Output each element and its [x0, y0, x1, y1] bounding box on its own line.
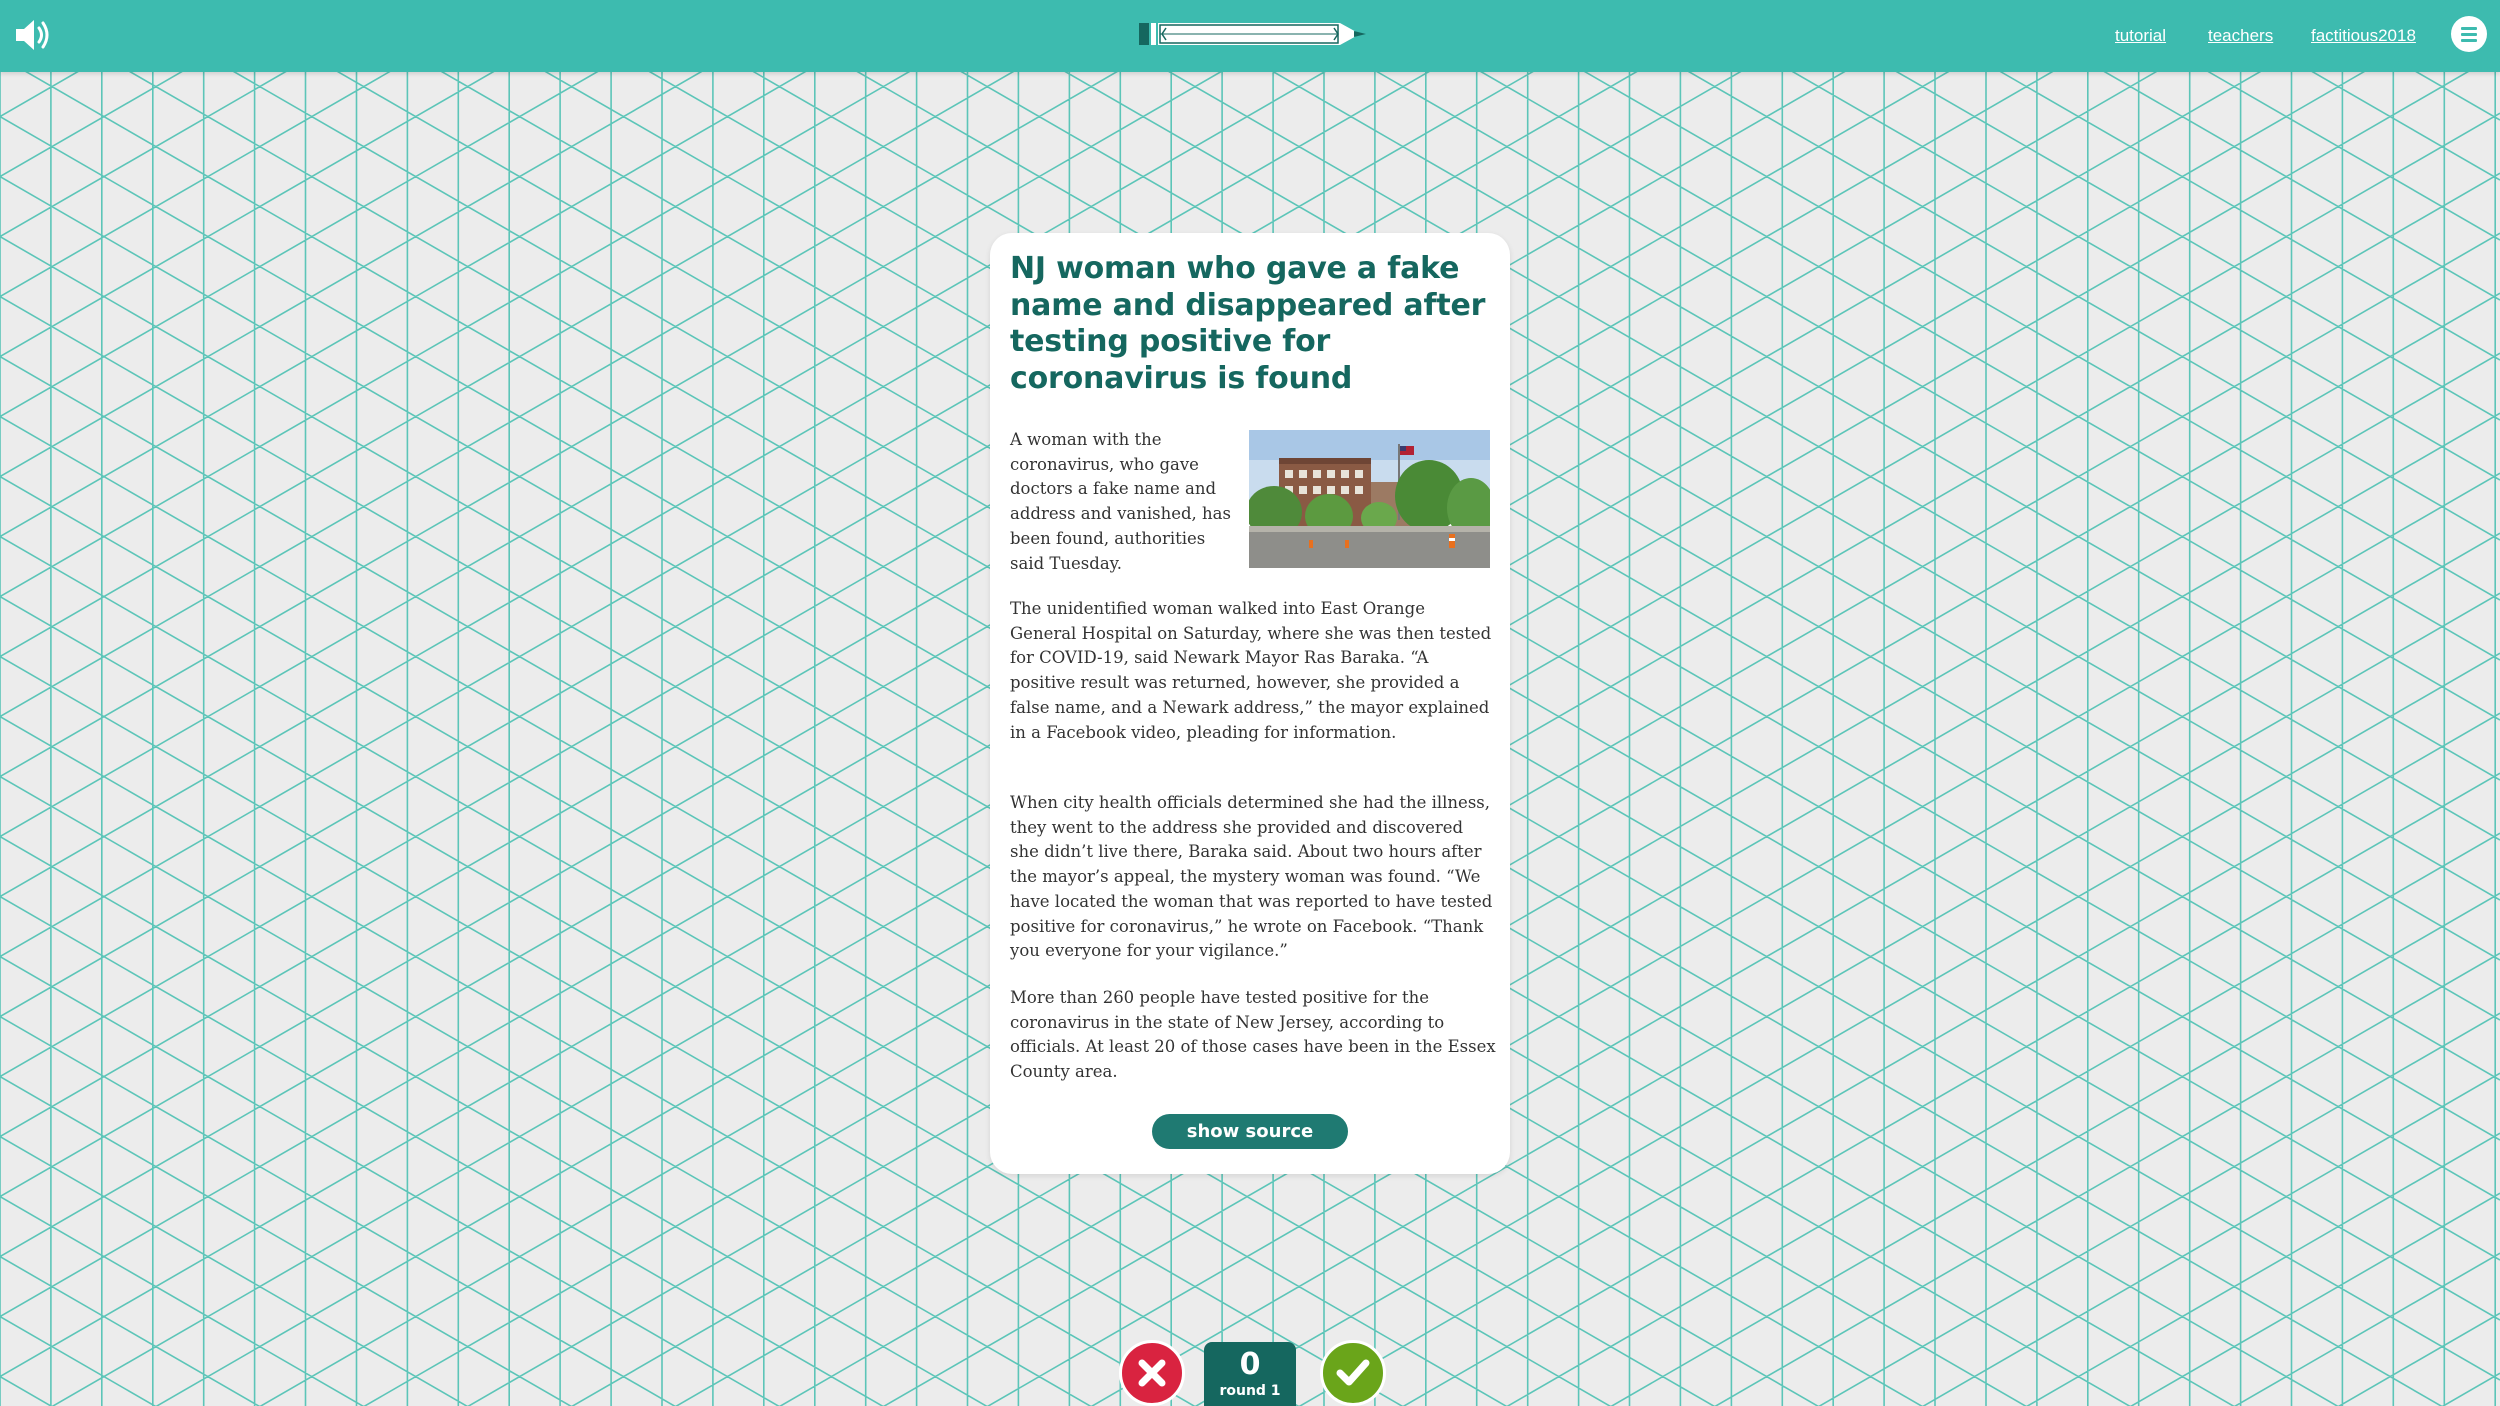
pencil-logo-icon[interactable] — [1138, 20, 1370, 48]
nav-link-factitious2018[interactable]: factitious2018 — [2311, 26, 2416, 45]
article-paragraph: More than 260 people have tested positive for the coronavirus in the state of New Jersey, according to officials. At least 20 of those cases have been in the Essex County area. — [1010, 988, 1496, 1082]
article-paragraph: A woman with the coronavirus, who gave doctors a fake name and address and vanished, has been found, authorities said Tuesday. — [1010, 430, 1231, 573]
speaker-volume-icon[interactable] — [14, 16, 56, 54]
show-source-button[interactable]: show source — [1152, 1114, 1348, 1149]
real-news-button[interactable] — [1320, 1340, 1386, 1406]
checkmark-icon — [1335, 1355, 1371, 1391]
hospital-photo — [1249, 430, 1490, 568]
fake-news-button[interactable] — [1119, 1340, 1185, 1406]
hamburger-menu-icon[interactable] — [2451, 16, 2487, 52]
article-card — [990, 233, 1510, 1174]
round-label: round 1 — [1219, 1383, 1281, 1399]
article-paragraph: When city health officials determined she had the illness, they went to the address she provided and discovered she didn’t live there, Baraka said. About two hours after the mayor’s appeal, the mystery woman was found. “We have located the woman that was reported to have tested positive for coronavirus,” he wrote on Facebook. “Thank you everyone for your vigilance.” — [1010, 793, 1493, 961]
article-paragraph: The unidentified woman walked into East Orange General Hospital on Saturday, where she was then tested for COVID-19, said Newark Mayor Ras Baraka. “A positive result was returned, however, she provided a false name, and a Newark address,” the mayor explained in a Facebook video, pleading for information. — [1010, 599, 1492, 742]
top-bar — [0, 0, 2500, 72]
score-value: 0 — [1239, 1347, 1261, 1382]
score-panel — [1204, 1342, 1296, 1406]
nav-link-teachers[interactable]: teachers — [2208, 26, 2274, 45]
nav-link-tutorial[interactable]: tutorial — [2115, 26, 2167, 45]
article-headline: NJ woman who gave a fake name and disappeared after testing positive for coronavirus is found — [1010, 251, 1486, 396]
x-mark-icon — [1134, 1355, 1170, 1391]
